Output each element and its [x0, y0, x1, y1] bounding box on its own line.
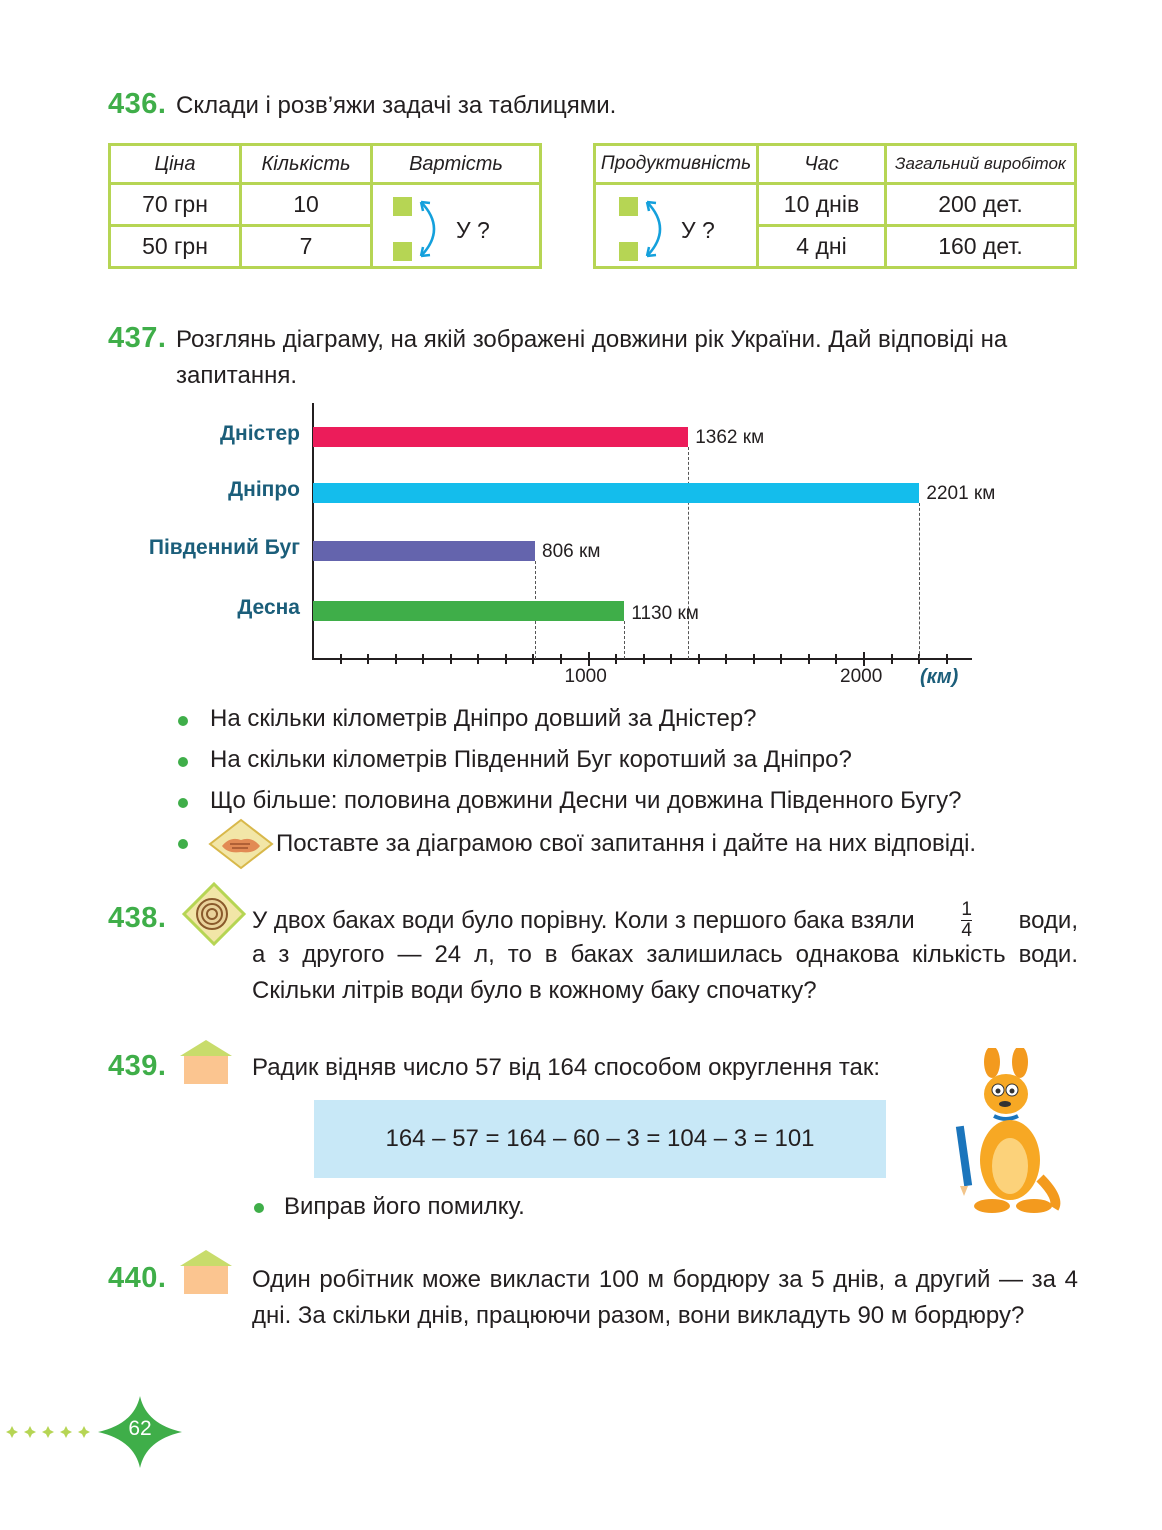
problem-436-text: Склади і розв’яжи задачі за таблицями.: [176, 92, 617, 119]
chart-x-tick: [918, 654, 920, 664]
problem-439-text: Радик відняв число 57 від 164 способом округлення так:: [252, 1054, 881, 1081]
chart-category-label: Дніпро: [228, 478, 300, 501]
question-text: На скільки кілометрів Південний Буг коротший за Дніпро?: [210, 746, 852, 773]
bullet: [178, 839, 188, 849]
house-icon: [176, 1038, 236, 1086]
chart-x-tick-label: 1000: [564, 666, 607, 687]
question-text: Поставте за діаграмою свої запитання і дайте на них відповіді.: [276, 830, 977, 857]
chart-value-label: 2201 км: [926, 483, 996, 504]
chart-x-tick: [863, 652, 865, 666]
chart-y-axis: [312, 403, 314, 660]
chart-x-tick: [698, 654, 700, 664]
productivity-table-cell: 10 днів: [758, 184, 886, 226]
problem-438-line1: [252, 900, 1078, 941]
chart-category-label: Десна: [237, 596, 300, 619]
problem-438-line1-end: води,: [1018, 906, 1078, 934]
problem-438-number: 438.: [108, 902, 167, 934]
productivity-table-cell: 160 дет.: [886, 226, 1076, 268]
chart-x-tick: [505, 654, 507, 664]
chart-x-axis: [312, 658, 972, 660]
chart-bar: [313, 541, 535, 561]
chart-x-tick: [753, 654, 755, 664]
chart-x-unit: (км): [920, 666, 959, 688]
handshake-icon: [208, 818, 274, 870]
chart-category-label: Південний Буг: [148, 536, 300, 559]
price-table-cell: 10: [241, 184, 372, 226]
chart-x-tick: [340, 654, 342, 664]
bullet: [178, 798, 188, 808]
bullet: [178, 757, 188, 767]
chart-value-label: 806 км: [542, 541, 601, 562]
fraction-numerator: 1: [961, 899, 972, 920]
price-table-header: Ціна: [110, 145, 241, 184]
chart-x-tick: [395, 654, 397, 664]
chart-x-tick: [808, 654, 810, 664]
chart-x-tick: [780, 654, 782, 664]
maze-icon: [182, 882, 246, 946]
unknown-label: У ?: [681, 217, 715, 243]
chart-bar: [313, 483, 919, 503]
bullet: [178, 716, 188, 726]
chart-x-tick-label: 2000: [840, 666, 883, 687]
bracket-arrow-icon: [641, 196, 677, 262]
chart-x-tick: [725, 654, 727, 664]
productivity-table-cell: 200 дет.: [886, 184, 1076, 226]
productivity-table-header: Загальний виробіток: [886, 145, 1076, 184]
problem-438-line1-start: У двох баках води було порівну. Коли з першого бака взяли: [252, 906, 915, 934]
productivity-table-header: Продуктивність: [595, 145, 758, 184]
chart-guide-line: [624, 621, 625, 659]
chart-x-tick: [891, 654, 893, 664]
price-table-header: Вартість: [372, 145, 541, 184]
chart-x-tick: [477, 654, 479, 664]
chart-value-label: 1130 км: [631, 603, 699, 624]
question-text: На скільки кілометрів Дніпро довший за Дністер?: [210, 705, 757, 732]
price-table-cell: 7: [241, 226, 372, 268]
chart-x-tick: [450, 654, 452, 664]
problem-439-number: 439.: [108, 1050, 167, 1082]
unknown-label: У ?: [456, 217, 490, 243]
chart-x-tick: [560, 654, 562, 664]
unknown-square: [619, 242, 638, 261]
one-quarter-fraction: [961, 900, 972, 941]
problem-437-text: Розглянь діаграму, на якій зображені довжини рік України. Дай відповіді на запитання.: [176, 326, 1008, 389]
chart-bar: [313, 427, 688, 447]
page-number: 62: [128, 1417, 152, 1440]
problem-439-task: Виправ його помилку.: [284, 1193, 525, 1220]
house-icon: [176, 1248, 236, 1296]
chart-x-tick: [643, 654, 645, 664]
problem-437-number: 437.: [108, 322, 167, 354]
productivity-table-header: Час: [758, 145, 886, 184]
formula-box: 164 – 57 = 164 – 60 – 3 = 104 – 3 = 101: [314, 1100, 886, 1178]
chart-x-tick: [588, 652, 590, 666]
problem-438-text: а з другого — 24 л, то в баках залишилась однакова кількість води. Скільки літрів води було в кожному баку спочатку?: [252, 941, 1078, 1004]
chart-x-tick: [946, 654, 948, 664]
price-table-cell: 50 грн: [110, 226, 241, 268]
bracket-arrow-icon: [415, 196, 451, 262]
chart-x-tick: [532, 654, 534, 664]
chart-x-tick: [615, 654, 617, 664]
bullet: [254, 1203, 264, 1213]
unknown-square: [393, 242, 412, 261]
problem-440-number: 440.: [108, 1262, 167, 1294]
question-text: Що більше: половина довжини Десни чи довжина Південного Бугу?: [210, 787, 962, 814]
problem-436-number: 436.: [108, 88, 167, 120]
chart-guide-line: [919, 503, 920, 659]
chart-guide-line: [688, 447, 689, 659]
price-table: [108, 143, 542, 269]
unknown-square: [393, 197, 412, 216]
chart-x-tick: [670, 654, 672, 664]
unknown-square: [619, 197, 638, 216]
price-table-header: Кількість: [241, 145, 372, 184]
price-table-cell: 70 грн: [110, 184, 241, 226]
fraction-denominator: 4: [961, 920, 972, 941]
problem-440-text: Один робітник може викласти 100 м бордюру за 5 днів, а другий — за 4 дні. За скільки днів, працюючи разом, вони викладуть 90 м бордюру?: [252, 1266, 1078, 1329]
kangaroo-icon: [948, 1048, 1068, 1216]
chart-x-tick: [367, 654, 369, 664]
chart-guide-line: [535, 561, 536, 659]
chart-bar: [313, 601, 624, 621]
chart-value-label: 1362 км: [695, 427, 765, 448]
chart-x-tick: [422, 654, 424, 664]
chart-x-tick: [835, 654, 837, 664]
page-number-decoration: [0, 1392, 190, 1472]
chart-category-label: Дністер: [220, 422, 300, 445]
productivity-table-cell: 4 дні: [758, 226, 886, 268]
